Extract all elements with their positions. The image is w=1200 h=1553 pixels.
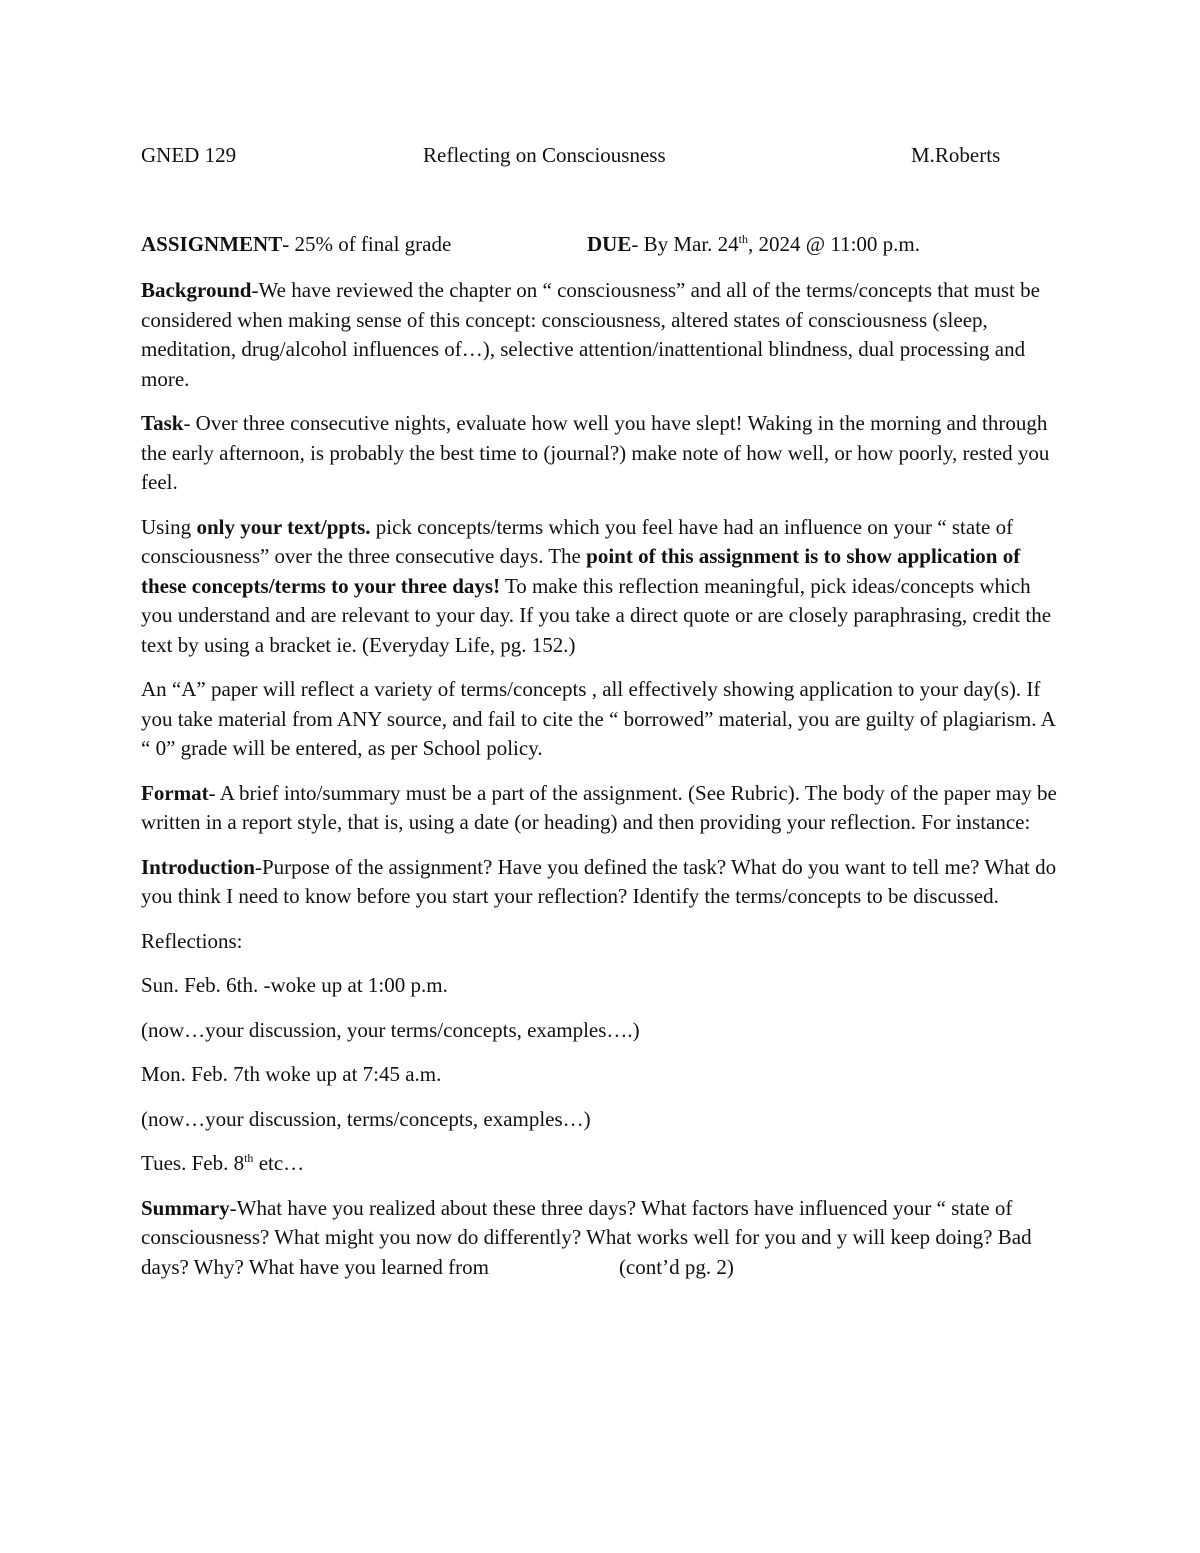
reflection-tuesday <box>141 1149 1066 1179</box>
instructions-text-end: To make this reflection meaningful, pick ideas/concepts which you understand and are relevant to your day. If you take a direct quote or are closely paraphrasing, credit the text by using a bracket ie. (Everyday Life, pg. 152.) <box>141 573 1052 657</box>
task-paragraph <box>141 409 1066 498</box>
format-paragraph <box>141 779 1066 838</box>
introduction-paragraph <box>141 853 1066 912</box>
due-text: - By Mar. 24 <box>631 232 739 256</box>
instructions-text: Using <box>141 514 197 539</box>
due-label: DUE <box>587 232 632 256</box>
author-name: M.Roberts <box>911 143 1001 167</box>
format-text: - A brief into/summary must be a part of the assignment. (See Rubric). The body of the paper may be written in a report style, that is, using a date (or heading) and then providing your reflection. For instance: <box>141 780 1057 834</box>
background-paragraph <box>141 276 1066 394</box>
reflections-heading: Reflections: <box>141 928 243 953</box>
document-title: Reflecting on Consciousness <box>423 143 666 167</box>
summary-label: Summary <box>141 1195 230 1220</box>
reflection-sunday: Sun. Feb. 6th. -woke up at 1:00 p.m. <box>141 973 448 997</box>
assignment-label: ASSIGNMENT <box>141 232 283 256</box>
introduction-text: -Purpose of the assignment? Have you defined the task? What do you want to tell me? What do you think I need to know before you start your reflection? Identify the terms/concepts to be discussed. <box>141 854 1057 908</box>
reflection-monday: Mon. Feb. 7th woke up at 7:45 a.m. <box>141 1062 442 1086</box>
instructions-key-point: point of this assignment is to show application of these concepts/terms to your three days! <box>141 544 1021 598</box>
instructions-paragraph <box>141 513 1066 661</box>
reflection-tuesday-text: Tues. Feb. 8 <box>141 1151 245 1175</box>
summary-paragraph <box>141 1194 1066 1283</box>
tuesday-superscript: th <box>244 1151 254 1165</box>
grading-paragraph: An “A” paper will reflect a variety of terms/concepts , all effectively showing application to your day(s). If you take material from ANY source, and fail to cite the “ borrowed” material, you are guilty of plagiarism. A “ 0” grade will be entered, as per School policy. <box>141 677 1055 760</box>
course-code: GNED 129 <box>141 143 237 167</box>
task-text: - Over three consecutive nights, evaluate how well you have slept! Waking in the morning and through the early afternoon, is probably the best time to (journal?) make note of how well, or how poorly, rested you feel. <box>141 411 1050 494</box>
format-label: Format <box>141 780 209 805</box>
instructions-emphasis: only your text/ppts. <box>196 514 371 539</box>
task-label: Task <box>141 411 184 435</box>
background-label: Background <box>141 278 252 302</box>
assignment-line <box>141 230 1066 260</box>
due-superscript: th <box>738 232 749 246</box>
introduction-label: Introduction <box>141 854 255 879</box>
document-body <box>141 230 1066 1297</box>
due-date <box>587 230 920 260</box>
reflection-sunday-note: (now…your discussion, your terms/concepts, examples….) <box>141 1017 640 1042</box>
reflection-monday-note: (now…your discussion, terms/concepts, examples…) <box>141 1106 591 1131</box>
continued-note: (cont’d pg. 2) <box>618 1254 734 1279</box>
summary-text: -What have you realized about these three days? What factors have influenced your “ state of consciousness? What might you now do differently? What works well for you and y will keep doing? Bad days? Why? What have you learned from <box>141 1195 1032 1279</box>
assignment-weight: - 25% of final grade <box>282 232 452 256</box>
reflection-tuesday-end: etc… <box>253 1151 305 1175</box>
instructions-text-mid: pick concepts/terms which you feel have had an influence on your “ state of consciousness” over the three consecutive days. The <box>141 514 1014 568</box>
page-header <box>141 143 1021 173</box>
due-text-end: , 2024 @ 11:00 p.m. <box>748 232 920 256</box>
background-text: -We have reviewed the chapter on “ consciousness” and all of the terms/concepts that must be considered when making sense of this concept: consciousness, altered states of consciousness (sleep, meditation, drug/alcohol influences of…), selective attention/inattentional blindness, dual processing and more. <box>141 278 1040 391</box>
